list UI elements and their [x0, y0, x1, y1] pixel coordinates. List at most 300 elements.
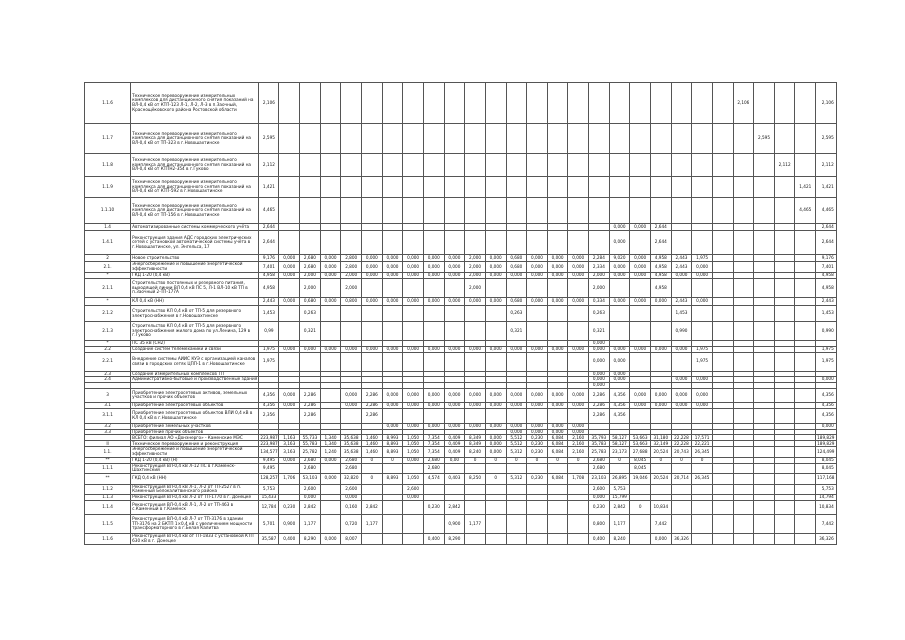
value-cell: [465, 306, 486, 322]
table-row: [85, 514, 837, 533]
value-cell: [589, 224, 610, 231]
row-name: Приобретение электросетевых объектов: [131, 402, 259, 408]
table-row: [85, 500, 837, 514]
value-cell: 2,680: [423, 457, 444, 463]
value-cell: [527, 177, 548, 198]
value-cell: 8,349: [465, 441, 486, 447]
value-cell: 2,286: [589, 388, 610, 402]
value-cell: 0,000: [444, 388, 465, 402]
value-cell: [733, 388, 754, 402]
value-cell: 32,820: [341, 473, 362, 484]
value-cell: [300, 198, 321, 224]
value-cell: 7,401: [816, 262, 837, 273]
value-cell: [341, 154, 362, 177]
row-name: Автоматизированные системы коммерческого учёта: [131, 224, 259, 231]
value-cell: [630, 306, 651, 322]
value-cell: [341, 408, 362, 423]
value-cell: [692, 177, 713, 198]
value-cell: 1,453: [816, 306, 837, 322]
value-cell: [506, 124, 527, 154]
value-cell: [465, 500, 486, 514]
value-cell: 0,000: [547, 423, 568, 429]
value-cell: 26,895: [609, 473, 630, 484]
value-cell: [795, 514, 816, 533]
value-cell: 0: [609, 457, 630, 463]
value-cell: 4,958: [650, 273, 671, 279]
value-cell: 2,286: [300, 402, 321, 408]
value-cell: [754, 484, 775, 494]
value-cell: 35,587: [259, 533, 279, 544]
value-cell: 0,230: [589, 500, 610, 514]
value-cell: 0,800: [589, 514, 610, 533]
value-cell: 2,286: [589, 408, 610, 423]
value-cell: [733, 298, 754, 306]
value-cell: 0,000: [382, 255, 403, 262]
value-cell: 1,421: [795, 177, 816, 198]
value-cell: [774, 473, 795, 484]
row-name: Реконструкция ВЛ-0,4 кВ Л-2 от ТП-1770 в г. Донецке: [131, 494, 259, 500]
value-cell: [485, 408, 506, 423]
value-cell: [279, 352, 300, 371]
value-cell: [423, 198, 444, 224]
value-cell: 4,356: [259, 388, 279, 402]
table-row: [85, 473, 837, 484]
value-cell: 0,400: [279, 533, 300, 544]
value-cell: [671, 514, 692, 533]
table-row: [85, 298, 837, 306]
value-cell: 2,112: [774, 154, 795, 177]
value-cell: [423, 154, 444, 177]
value-cell: 0,000: [444, 346, 465, 352]
value-cell: 26,345: [692, 447, 713, 457]
value-cell: [465, 231, 486, 255]
value-cell: 7,354: [423, 435, 444, 441]
value-cell: [754, 231, 775, 255]
value-cell: 0,000: [341, 346, 362, 352]
value-cell: [279, 322, 300, 341]
value-cell: 0: [485, 473, 506, 484]
value-cell: [465, 154, 486, 177]
row-name: Техническое перевооружение измерительного комплекса для дистанционного снятия показаний на ВЛ-0,4 кВ от ТП-323 в г.Новошахтинске: [131, 124, 259, 154]
row-name: ГКД 1-20 (0,4 кВ) (Н): [131, 457, 259, 463]
value-cell: 0,000: [279, 255, 300, 262]
row-name: ПС 35 кВ (СН2): [131, 341, 259, 347]
value-cell: [527, 408, 548, 423]
value-cell: 0,000: [465, 346, 486, 352]
value-cell: [465, 177, 486, 198]
value-cell: 0,000: [609, 346, 630, 352]
value-cell: 0,000: [547, 429, 568, 435]
value-cell: 53,663: [630, 435, 651, 441]
value-cell: 0,99: [259, 322, 279, 341]
value-cell: 117,168: [816, 473, 837, 484]
value-cell: [671, 83, 692, 124]
value-cell: 2,680: [300, 463, 321, 473]
value-cell: 2,286: [589, 402, 610, 408]
value-cell: [650, 83, 671, 124]
value-cell: 25,782: [300, 447, 321, 457]
value-cell: 8,007: [341, 533, 362, 544]
value-cell: [527, 352, 548, 371]
value-cell: 0,409: [444, 441, 465, 447]
value-cell: 0,000: [589, 383, 610, 389]
row-number: 1.1.: [85, 447, 131, 457]
value-cell: [506, 514, 527, 533]
value-cell: [795, 352, 816, 371]
value-cell: [568, 484, 589, 494]
value-cell: [320, 408, 341, 423]
table-row: [85, 262, 837, 273]
value-cell: 0,000: [362, 298, 383, 306]
value-cell: [279, 484, 300, 494]
row-name: Техническое перевооружение измерительного комплекса для дистанционного снятия показаний на ВЛ-0,4 кВ от КТПН2-354 в г.Гуково: [131, 154, 259, 177]
value-cell: 6,084: [547, 441, 568, 447]
value-cell: 2,680: [300, 457, 321, 463]
value-cell: [609, 322, 630, 341]
value-cell: [279, 408, 300, 423]
value-cell: 0,000: [527, 255, 548, 262]
value-cell: [527, 514, 548, 533]
value-cell: 2,286: [300, 408, 321, 423]
value-cell: 0,000: [423, 273, 444, 279]
value-cell: 36,326: [816, 533, 837, 544]
value-cell: [279, 231, 300, 255]
row-number: 1.1.9: [85, 177, 131, 198]
table-row: [85, 124, 837, 154]
row-name: Создание систем телемеханики и связи: [131, 346, 259, 352]
value-cell: 0,000: [382, 402, 403, 408]
value-cell: [547, 500, 568, 514]
value-cell: [795, 500, 816, 514]
value-cell: [712, 447, 733, 457]
value-cell: [754, 447, 775, 457]
value-cell: [795, 408, 816, 423]
value-cell: [692, 279, 713, 298]
value-cell: [630, 154, 651, 177]
value-cell: 1,240: [320, 447, 341, 457]
value-cell: [362, 198, 383, 224]
value-cell: [527, 83, 548, 124]
table-row: [85, 408, 837, 423]
value-cell: [403, 224, 424, 231]
value-cell: 4,465: [816, 198, 837, 224]
row-name: ВСЕГО: филиал АО «Донэнерго» - Каменские МЭС: [131, 435, 259, 441]
value-cell: [506, 198, 527, 224]
value-cell: [444, 231, 465, 255]
value-cell: [279, 279, 300, 298]
value-cell: 0: [692, 457, 713, 463]
row-number: 1.1.1: [85, 463, 131, 473]
row-number: 3.1.1: [85, 408, 131, 423]
value-cell: [774, 500, 795, 514]
value-cell: 0,000: [341, 402, 362, 408]
value-cell: 2,356: [259, 408, 279, 423]
row-name: Приобретение электросетевых объектов ВЛИ 0,4 кВ в КЛ 0,4 кВ в г.Новошахтинске: [131, 408, 259, 423]
value-cell: [774, 83, 795, 124]
value-cell: 0,230: [527, 441, 548, 447]
value-cell: 0,000: [279, 262, 300, 273]
value-cell: [506, 408, 527, 423]
value-cell: 0,000: [650, 346, 671, 352]
value-cell: 6,084: [547, 473, 568, 484]
value-cell: 128,257: [259, 473, 279, 484]
value-cell: 0,000: [279, 457, 300, 463]
value-cell: [485, 83, 506, 124]
value-cell: 2,600: [341, 484, 362, 494]
row-name: КЛ 0,4 кВ (НН): [131, 298, 259, 306]
value-cell: 0,000: [568, 262, 589, 273]
value-cell: 8,250: [465, 473, 486, 484]
value-cell: [320, 352, 341, 371]
value-cell: [733, 262, 754, 273]
value-cell: [423, 231, 444, 255]
table-row: [85, 177, 837, 198]
value-cell: 0,000: [362, 346, 383, 352]
value-cell: [795, 279, 816, 298]
value-cell: [733, 154, 754, 177]
value-cell: [568, 463, 589, 473]
value-cell: 8,045: [816, 463, 837, 473]
value-cell: 2,680: [423, 463, 444, 473]
value-cell: [320, 322, 341, 341]
value-cell: 2,160: [568, 447, 589, 457]
value-cell: 0,000: [650, 533, 671, 544]
value-cell: [527, 124, 548, 154]
value-cell: [341, 231, 362, 255]
value-cell: [362, 533, 383, 544]
value-cell: [671, 177, 692, 198]
table-row: [85, 154, 837, 177]
value-cell: [341, 198, 362, 224]
row-name: Приобретение прочих объектов: [131, 429, 259, 435]
row-number: 1.4.1: [85, 231, 131, 255]
value-cell: [774, 447, 795, 457]
value-cell: [712, 500, 733, 514]
value-cell: [362, 352, 383, 371]
value-cell: [527, 198, 548, 224]
value-cell: [300, 224, 321, 231]
table-row: [85, 231, 837, 255]
value-cell: 0,000: [382, 346, 403, 352]
value-cell: [444, 352, 465, 371]
value-cell: 0,000: [609, 377, 630, 383]
value-cell: [465, 322, 486, 341]
value-cell: [568, 352, 589, 371]
value-cell: [712, 533, 733, 544]
row-number: 1.1.2: [85, 484, 131, 494]
value-cell: [733, 408, 754, 423]
value-cell: [754, 533, 775, 544]
value-cell: 7,401: [259, 262, 279, 273]
value-cell: 0,000: [650, 402, 671, 408]
value-cell: 2,680: [341, 457, 362, 463]
value-cell: [341, 83, 362, 124]
value-cell: [403, 352, 424, 371]
value-cell: [609, 279, 630, 298]
row-name: Создание измерительных комплексов ТП: [131, 371, 259, 377]
row-number: 2.3: [85, 371, 131, 377]
value-cell: 4,465: [259, 198, 279, 224]
value-cell: 1,050: [403, 473, 424, 484]
value-cell: 0,000: [465, 388, 486, 402]
value-cell: [795, 322, 816, 341]
value-cell: [382, 231, 403, 255]
value-cell: [403, 279, 424, 298]
value-cell: 4,958: [259, 273, 279, 279]
value-cell: [444, 177, 465, 198]
value-cell: 1,050: [403, 435, 424, 441]
value-cell: 0,000: [341, 494, 362, 500]
value-cell: 0,720: [341, 514, 362, 533]
value-cell: 0,000: [320, 273, 341, 279]
value-cell: 0,000: [341, 388, 362, 402]
value-cell: 5,701: [259, 514, 279, 533]
table-row: [85, 198, 837, 224]
value-cell: 6,084: [547, 447, 568, 457]
value-cell: [774, 224, 795, 231]
row-number: 2.1.2: [85, 306, 131, 322]
value-cell: [609, 177, 630, 198]
value-cell: 0,000: [485, 346, 506, 352]
value-cell: [423, 484, 444, 494]
value-cell: 2,160: [568, 435, 589, 441]
value-cell: [774, 255, 795, 262]
value-cell: [362, 484, 383, 494]
value-cell: 0,000: [630, 402, 651, 408]
value-cell: 0,000: [506, 402, 527, 408]
value-cell: 2,600: [300, 484, 321, 494]
value-cell: 0,000: [485, 423, 506, 429]
value-cell: [403, 322, 424, 341]
value-cell: [754, 514, 775, 533]
value-cell: 0,000: [568, 423, 589, 429]
row-number: 2.1.1: [85, 279, 131, 298]
value-cell: 2,112: [259, 154, 279, 177]
value-cell: [320, 124, 341, 154]
value-cell: 0,230: [423, 500, 444, 514]
value-cell: 0,000: [547, 346, 568, 352]
value-cell: [382, 198, 403, 224]
value-cell: [403, 514, 424, 533]
value-cell: [403, 154, 424, 177]
value-cell: [671, 198, 692, 224]
value-cell: [547, 514, 568, 533]
value-cell: 0,000: [279, 298, 300, 306]
row-name: ГКД 0,4 кВ (НН): [131, 473, 259, 484]
value-cell: 0,000: [589, 346, 610, 352]
value-cell: 0,000: [444, 298, 465, 306]
value-cell: [547, 322, 568, 341]
value-cell: 26,345: [692, 473, 713, 484]
value-cell: 0,000: [609, 231, 630, 255]
value-cell: [382, 124, 403, 154]
value-cell: 0,000: [547, 388, 568, 402]
value-cell: 2,680: [300, 255, 321, 262]
value-cell: 0,900: [279, 514, 300, 533]
value-cell: 8,993: [382, 435, 403, 441]
value-cell: 2,842: [609, 500, 630, 514]
value-cell: [485, 514, 506, 533]
table-row: [85, 279, 837, 298]
value-cell: [506, 224, 527, 231]
value-cell: [568, 177, 589, 198]
value-cell: 0,000: [589, 352, 610, 371]
value-cell: 3,163: [279, 447, 300, 457]
value-cell: 2,800: [341, 262, 362, 273]
value-cell: 55,733: [300, 435, 321, 441]
value-cell: 6,084: [547, 435, 568, 441]
value-cell: [733, 198, 754, 224]
row-number: 1.1.5: [85, 514, 131, 533]
value-cell: 2,000: [465, 262, 486, 273]
table-row: [85, 224, 837, 231]
value-cell: [754, 279, 775, 298]
value-cell: [609, 124, 630, 154]
value-cell: 7,442: [650, 514, 671, 533]
value-cell: [795, 262, 816, 273]
value-cell: 1,975: [816, 346, 837, 352]
row-name: ГКД 1-20 (0,4 кВ): [131, 273, 259, 279]
value-cell: [754, 83, 775, 124]
value-cell: 4,356: [816, 408, 837, 423]
value-cell: [754, 255, 775, 262]
value-cell: [712, 279, 733, 298]
value-cell: [382, 533, 403, 544]
value-cell: [382, 279, 403, 298]
value-cell: 0,000: [547, 255, 568, 262]
value-cell: 5,312: [506, 447, 527, 457]
value-cell: 0: [465, 457, 486, 463]
value-cell: 0,000: [527, 346, 548, 352]
value-cell: [712, 484, 733, 494]
value-cell: [485, 463, 506, 473]
value-cell: 0,000: [485, 298, 506, 306]
value-cell: [712, 352, 733, 371]
value-cell: [444, 279, 465, 298]
row-name: Техническое перевооружение и реконструкция: [131, 441, 259, 447]
value-cell: 2,106: [259, 83, 279, 124]
value-cell: [774, 322, 795, 341]
value-cell: 3,163: [279, 441, 300, 447]
value-cell: 0,000: [630, 346, 651, 352]
value-cell: 2,000: [300, 273, 321, 279]
value-cell: 0: [630, 500, 651, 514]
value-cell: 1,975: [259, 346, 279, 352]
value-cell: 0,263: [300, 306, 321, 322]
value-cell: [774, 231, 795, 255]
value-cell: [527, 322, 548, 341]
value-cell: [444, 198, 465, 224]
value-cell: [423, 83, 444, 124]
value-cell: [774, 484, 795, 494]
value-cell: [403, 198, 424, 224]
value-cell: [733, 255, 754, 262]
value-cell: [279, 154, 300, 177]
row-number: 2.2.1: [85, 352, 131, 371]
value-cell: [630, 484, 651, 494]
value-cell: [630, 231, 651, 255]
value-cell: [465, 198, 486, 224]
value-cell: 19,046: [630, 473, 651, 484]
value-cell: [609, 198, 630, 224]
value-cell: [362, 322, 383, 341]
row-number: 2: [85, 255, 131, 262]
value-cell: [320, 83, 341, 124]
value-cell: 2,680: [341, 463, 362, 473]
value-cell: [341, 352, 362, 371]
value-cell: 0,000: [589, 377, 610, 383]
value-cell: [650, 484, 671, 494]
